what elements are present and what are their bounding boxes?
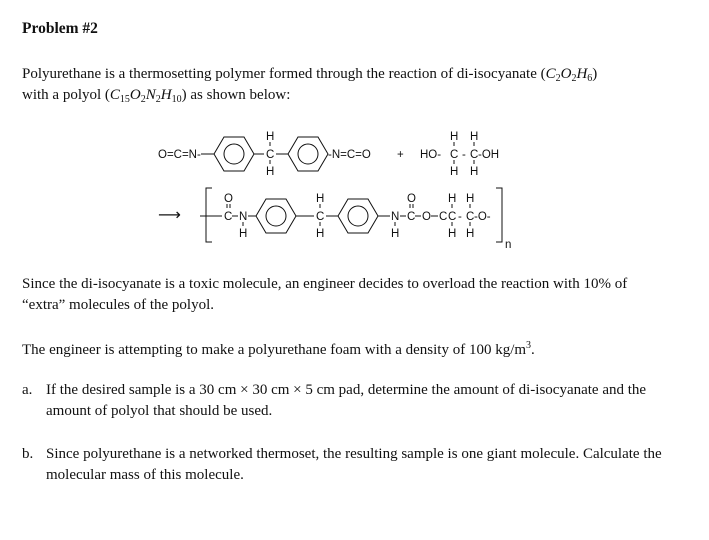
atom-o: O [407, 193, 416, 205]
bond-dash: - [462, 149, 466, 161]
atom-c: C [316, 211, 325, 223]
question-label: a. [22, 382, 33, 398]
formula-c: C [109, 87, 120, 103]
benzene-ring [338, 199, 378, 233]
formula-sub: 15 [119, 94, 130, 105]
formula-sub: 6 [587, 73, 593, 84]
left-bracket [206, 188, 212, 242]
polyol-ho: HO- [420, 149, 442, 161]
atom-c: C [466, 211, 475, 223]
polyol-oh: -OH [478, 149, 500, 161]
atom-c: C [407, 211, 416, 223]
atom-h: H [470, 166, 479, 178]
atom-h: H [470, 131, 479, 143]
question-b [22, 444, 662, 486]
atom-c: C [224, 211, 233, 223]
formula-sub: 2 [555, 73, 561, 84]
intro-text-2b: ) as shown below: [181, 87, 291, 103]
atom-h: H [266, 131, 275, 143]
right-bracket [496, 188, 502, 242]
bond-dash: - [458, 211, 462, 223]
benzene-ring [214, 137, 254, 171]
formula-c: C [545, 66, 556, 82]
atom-h: H [266, 166, 275, 178]
atom-c: C [439, 211, 448, 223]
question-a [22, 380, 662, 422]
atom-h: H [466, 193, 475, 205]
formula-sub: 2 [571, 73, 577, 84]
atom-o: O [422, 211, 431, 223]
question-text: Since polyurethane is a networked thermoset, the resulting sample is one giant molecule. Calculate the molecular mass of this molecule. [46, 446, 662, 483]
formula-h: H [576, 66, 588, 82]
atom-h: H [466, 228, 475, 240]
formula-sub: 2 [155, 94, 161, 105]
density-paragraph [22, 340, 662, 361]
reaction-scheme [0, 118, 709, 258]
atom-h: H [316, 228, 325, 240]
intro-text-1b: ) [592, 66, 598, 82]
atom-c: C [448, 211, 457, 223]
atom-c: C [450, 149, 459, 161]
reaction-arrow: ⟶ [158, 207, 181, 224]
density-end: . [531, 342, 535, 358]
formula-o: O [129, 87, 141, 103]
problem-title: Problem #2 [22, 20, 98, 37]
atom-n: N [239, 211, 248, 223]
repeat-subscript-n: n [505, 239, 512, 251]
benzene-ring [256, 199, 296, 233]
formula-sub: 10 [171, 94, 182, 105]
atom-h: H [239, 228, 248, 240]
atom-h: H [448, 193, 457, 205]
formula-h: H [160, 87, 172, 103]
atom-h: H [316, 193, 325, 205]
formula-n: N [145, 87, 156, 103]
question-text: If the desired sample is a 30 cm × 30 cm × 5 cm pad, determine the amount of di-isocyanate and the amount of polyol that should be used. [46, 382, 647, 419]
product-o-link: -O- [474, 211, 491, 223]
question-label: b. [22, 446, 34, 462]
atom-h: H [450, 131, 459, 143]
density-text: The engineer is attempting to make a polyurethane foam with a density of 100 kg/m [22, 342, 527, 358]
density-exponent: 3 [526, 340, 532, 351]
atom-n: N [391, 211, 400, 223]
intro-text-1: Polyurethane is a thermosetting polymer formed through the reaction of di-isocyanate ( [22, 66, 546, 82]
overload-paragraph: Since the di-isocyanate is a toxic molecule, an engineer decides to overload the reaction with 10% of “extra” molecules of the polyol. [22, 276, 628, 313]
atom-o: O [224, 193, 233, 205]
isocyanate-right-group: -N=C=O [328, 149, 371, 161]
atom-h: H [450, 166, 459, 178]
atom-c: C [266, 149, 275, 161]
formula-o: O [560, 66, 572, 82]
atom-c: C [470, 149, 479, 161]
intro-text-2: with a polyol ( [22, 87, 110, 103]
intro-paragraph [22, 64, 662, 106]
atom-h: H [391, 228, 400, 240]
atom-h: H [448, 228, 457, 240]
plus-sign: + [397, 149, 404, 161]
isocyanate-left-group: O=C=N- [158, 149, 201, 161]
benzene-ring [288, 137, 328, 171]
formula-sub: 2 [140, 94, 146, 105]
